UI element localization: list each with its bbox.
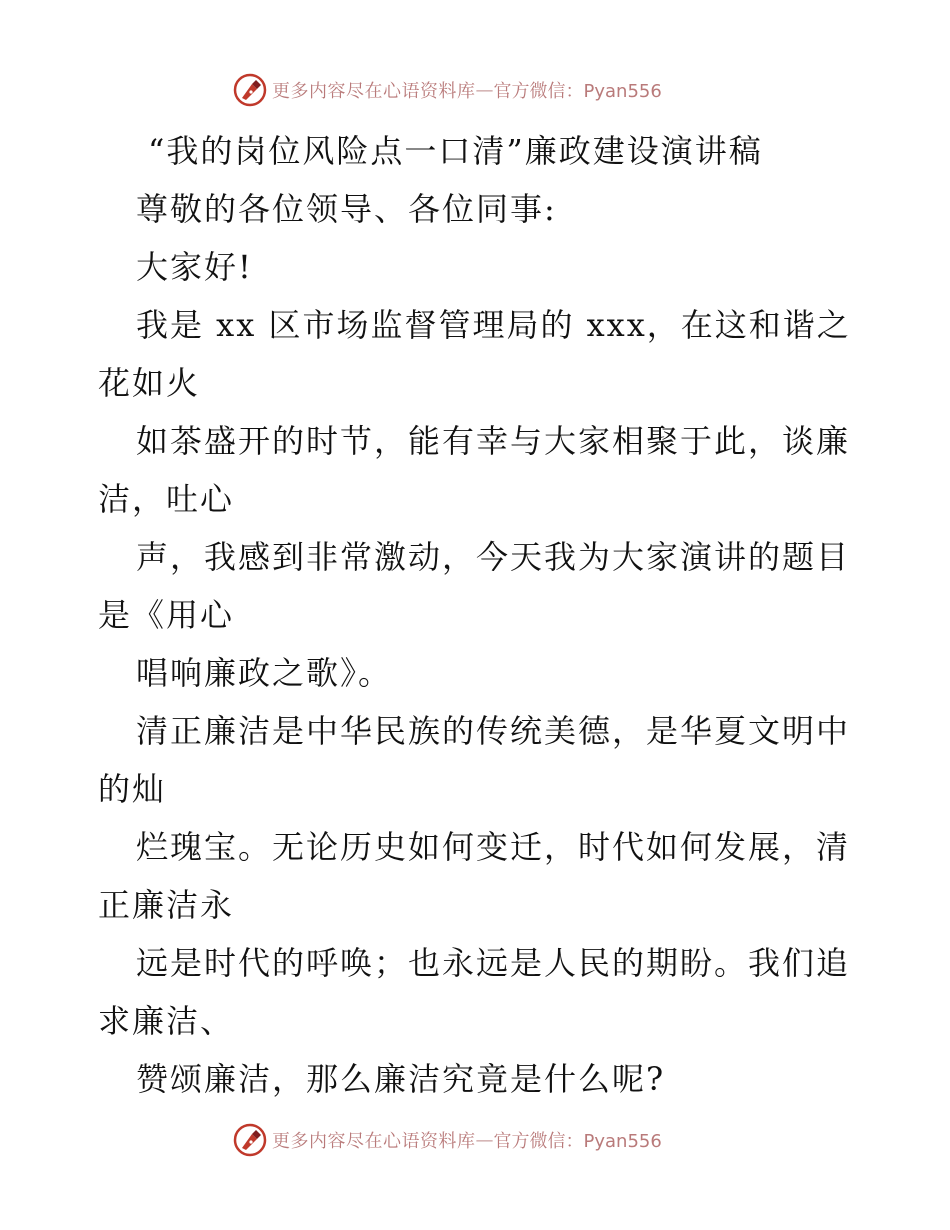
text-line: 声，我感到非常激动，今天我为大家演讲的题目	[136, 538, 851, 576]
text-line: 如茶盛开的时节，能有幸与大家相聚于此，谈廉	[136, 422, 851, 460]
document-title: “我的岗位风险点一口清”廉政建设演讲稿	[148, 132, 763, 170]
banner-contact: 官方微信：Pyan556	[493, 81, 662, 102]
banner-separator: —	[475, 79, 494, 101]
greeting: 大家好!	[136, 248, 253, 286]
text-line: 清正廉洁是中华民族的传统美德，是华夏文明中	[136, 712, 851, 750]
footer-banner	[232, 1120, 662, 1160]
text-line: 求廉洁、	[98, 1002, 235, 1040]
text-line: 唱响廉政之歌》。	[136, 654, 393, 692]
text-line: 远是时代的呼唤；也永远是人民的期盼。我们追	[136, 944, 851, 982]
text-line: 赞颂廉洁，那么廉洁究竟是什么呢?	[136, 1060, 666, 1098]
salutation: 尊敬的各位领导、各位同事:	[136, 190, 557, 228]
banner-contact: 官方微信：Pyan556	[493, 1131, 662, 1152]
banner-separator: —	[475, 1129, 494, 1151]
banner-text: 更多内容尽在心语资料库	[272, 1131, 476, 1152]
banner-text: 更多内容尽在心语资料库	[272, 81, 476, 102]
text-line: 花如火	[98, 364, 201, 402]
text-line: 洁，吐心	[98, 480, 235, 518]
text-line: 是《用心	[98, 596, 235, 634]
text-line: 烂瑰宝。无论历史如何变迁，时代如何发展，清	[136, 828, 851, 866]
pen-nib-logo-icon	[232, 1122, 268, 1158]
text-line: 正廉洁永	[98, 886, 235, 924]
document-body	[98, 122, 858, 1108]
text-line: 的灿	[98, 770, 167, 808]
pen-nib-logo-icon	[232, 72, 268, 108]
header-banner	[232, 70, 662, 110]
text-line: 我是 xx 区市场监督管理局的 xxx，在这和谐之	[136, 306, 851, 344]
